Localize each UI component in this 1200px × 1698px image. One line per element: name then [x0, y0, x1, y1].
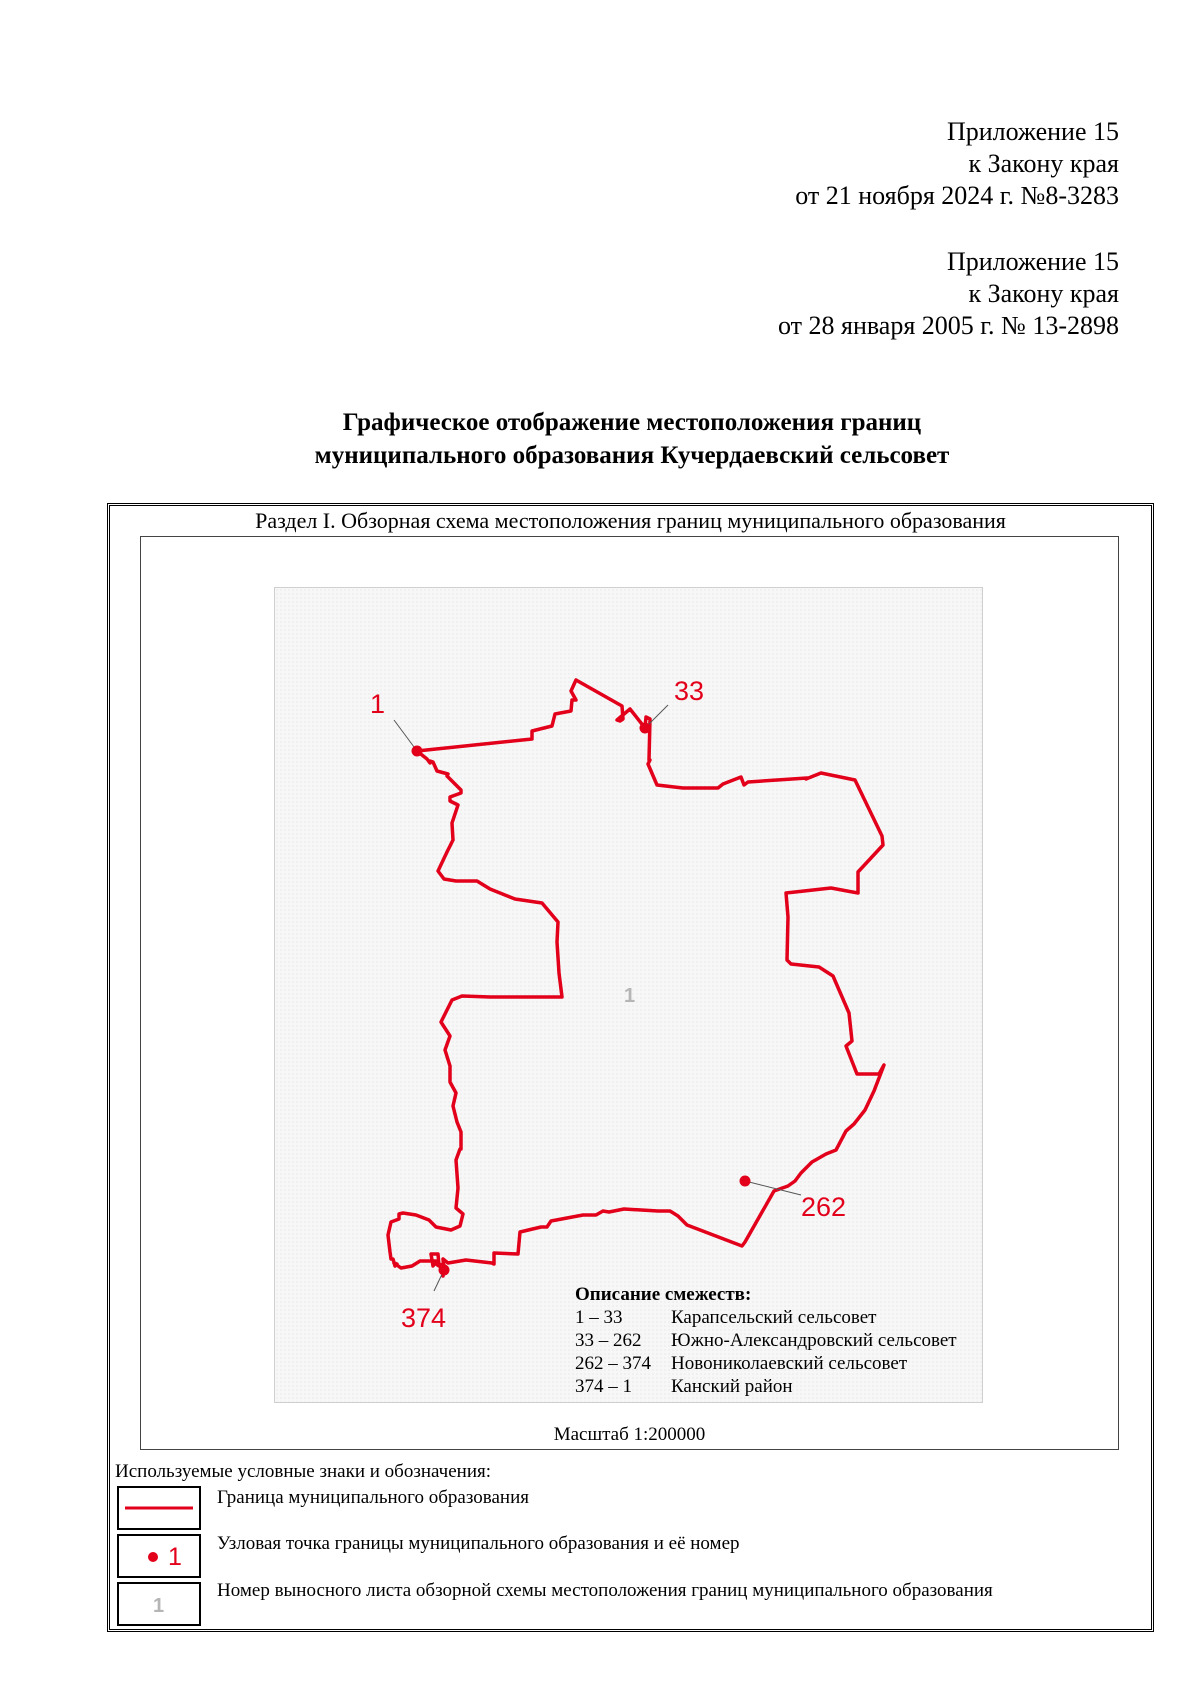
adjacency-neighbor: Южно-Александровский сельсовет [671, 1330, 957, 1351]
adjacency-row [575, 1375, 957, 1398]
adjacency-range: 374 – 1 [575, 1376, 632, 1397]
appendix-line: к Закону края [968, 279, 1119, 308]
adjacency-range: 1 – 33 [575, 1307, 623, 1328]
municipal-boundary [388, 680, 884, 1276]
appendix-line: от 21 ноября 2024 г. №8-3283 [795, 181, 1119, 210]
boundary-line-icon [119, 1488, 199, 1528]
appendix-line: Приложение 15 [946, 247, 1119, 276]
adjacency-neighbor: Новониколаевский сельсовет [671, 1353, 908, 1374]
sheet-number-label: 1 [624, 985, 636, 1007]
legend-symbol-sheet [117, 1582, 201, 1626]
legend-sheet-sample: 1 [153, 1595, 165, 1617]
adjacency-neighbor: Канский район [671, 1376, 793, 1397]
document-title [0, 406, 1200, 472]
appendix-block-original [778, 246, 1119, 342]
legend-symbol-node [117, 1534, 201, 1578]
section-title: Раздел I. Обзорная схема местоположения границ муниципального образования [255, 508, 1006, 533]
legend-text-boundary: Граница муниципального образования [217, 1487, 529, 1508]
appendix-line: к Закону края [968, 149, 1119, 178]
adjacency-range: 33 – 262 [575, 1330, 642, 1351]
leader-line [394, 720, 417, 751]
boundary-node-label: 262 [801, 1192, 847, 1222]
boundary-node-label: 1 [370, 689, 386, 719]
map-area [274, 587, 983, 1403]
boundary-node [412, 746, 423, 757]
boundary-node [740, 1176, 751, 1187]
legend-text-sheet: Номер выносного листа обзорной схемы местоположения границ муниципального образования [217, 1580, 993, 1601]
map-scale: Масштаб 1:200000 [553, 1424, 706, 1445]
adjacency-row [575, 1306, 957, 1329]
legend-heading: Используемые условные знаки и обозначения: [115, 1461, 492, 1482]
adjacency-row [575, 1329, 957, 1352]
boundary-node [439, 1265, 450, 1276]
adjacency-description [575, 1283, 957, 1398]
adjacency-row [575, 1352, 957, 1375]
appendix-line: Приложение 15 [946, 117, 1119, 146]
legend-symbol-boundary [117, 1486, 201, 1530]
adjacency-heading: Описание смежеств: [575, 1284, 752, 1305]
legend-node-sample: 1 [168, 1543, 182, 1571]
boundary-node [640, 723, 651, 734]
sheet-number-icon [119, 1584, 199, 1624]
title-line: муниципального образования Кучердаевский сельсовет [314, 442, 950, 469]
boundary-node-icon [119, 1536, 199, 1576]
legend-text-node: Узловая точка границы муниципального образования и её номер [217, 1533, 740, 1554]
title-line: Графическое отображение местоположения границ [342, 409, 922, 436]
map-canvas [274, 587, 983, 1403]
adjacency-neighbor: Карапсельский сельсовет [671, 1307, 877, 1328]
adjacency-range: 262 – 374 [575, 1353, 651, 1374]
appendix-block-current [795, 116, 1119, 212]
boundary-node-label: 33 [674, 676, 705, 706]
appendix-line: от 28 января 2005 г. № 13-2898 [777, 311, 1119, 340]
boundary-node-label: 374 [401, 1303, 447, 1333]
